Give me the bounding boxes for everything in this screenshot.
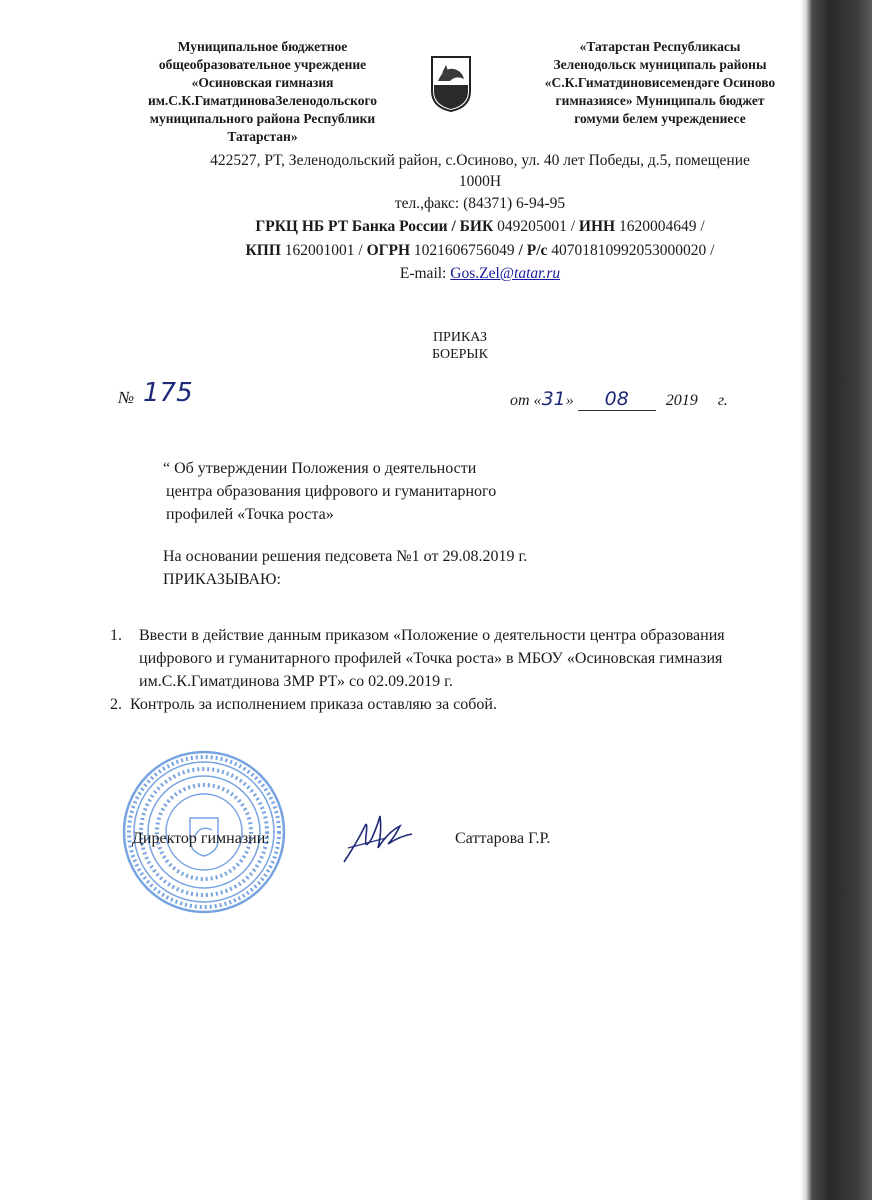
list-item: 1. Ввести в действие данным приказом «Положение о деятельности центра образования цифрового и гуманитарного профилей «Точка роста» в МБОУ «Осиновская гимназия им.С.К.Гиматдинова ЗМР РТ» со 02.09.2019 г. bbox=[110, 627, 725, 690]
header-left-russian: Муниципальное бюджетное общеобразовательное учреждение «Осиновская гимназия им.С.К.ГиматдиноваЗеленодольского муниципального района Республики Татарстан» bbox=[147, 39, 378, 144]
order-number-handwritten: 175 bbox=[143, 378, 193, 408]
doc-title-tatar: БОЕРЫК bbox=[432, 347, 488, 362]
signature-icon bbox=[338, 808, 418, 868]
signer-name: Саттарова Г.Р. bbox=[455, 830, 551, 847]
order-basis: На основании решения педсовета №1 от 29.08.2019 г. ПРИКАЗЫВАЮ: bbox=[163, 548, 528, 588]
order-items bbox=[110, 624, 790, 713]
header-right-tatar: «Татарстан Республикасы Зеленодольск муниципаль районы «С.К.Гиматдиновисемендәге Осиново гимназиясе» Муниципаль бюджет гомуми белем учреждениесе bbox=[544, 39, 776, 126]
doc-title-russian: ПРИКАЗ bbox=[432, 330, 488, 345]
list-item: 2. Контроль за исполнением приказа оставляю за собой. bbox=[110, 696, 497, 713]
date-day-handwritten: 31 bbox=[541, 388, 566, 410]
bank-details-line-1: ГРКЦ НБ РТ Банка России / БИК 049205001 / ИНН 1620004649 / bbox=[255, 218, 705, 235]
address: 422527, РТ, Зеленодольский район, с.Осиново, ул. 40 лет Победы, д.5, помещение 1000Н bbox=[210, 152, 750, 190]
scan-edge-shadow bbox=[800, 0, 872, 1200]
coat-of-arms-icon bbox=[430, 55, 472, 113]
director-label: Директор гимназии: bbox=[132, 830, 270, 847]
email: E-mail: Gos.Zel@tatar.ru bbox=[399, 265, 561, 282]
order-date: от «31» 08 2019 г. bbox=[510, 388, 728, 410]
bank-details-line-2: КПП 162001001 / ОГРН 1021606756049 / Р/с 40701810992053000020 / bbox=[245, 242, 715, 259]
date-month-handwritten: 08 bbox=[604, 388, 629, 410]
order-subject: “ Об утверждении Положения о деятельности центра образования цифрового и гуманитарного профилей «Точка роста» bbox=[163, 460, 497, 523]
email-link[interactable]: Gos.Zel@tatar.ru bbox=[450, 265, 561, 282]
phone-fax: тел.,факс: (84371) 6-94-95 bbox=[394, 195, 566, 212]
order-number-label: № bbox=[118, 388, 135, 407]
date-month-field bbox=[578, 388, 656, 411]
